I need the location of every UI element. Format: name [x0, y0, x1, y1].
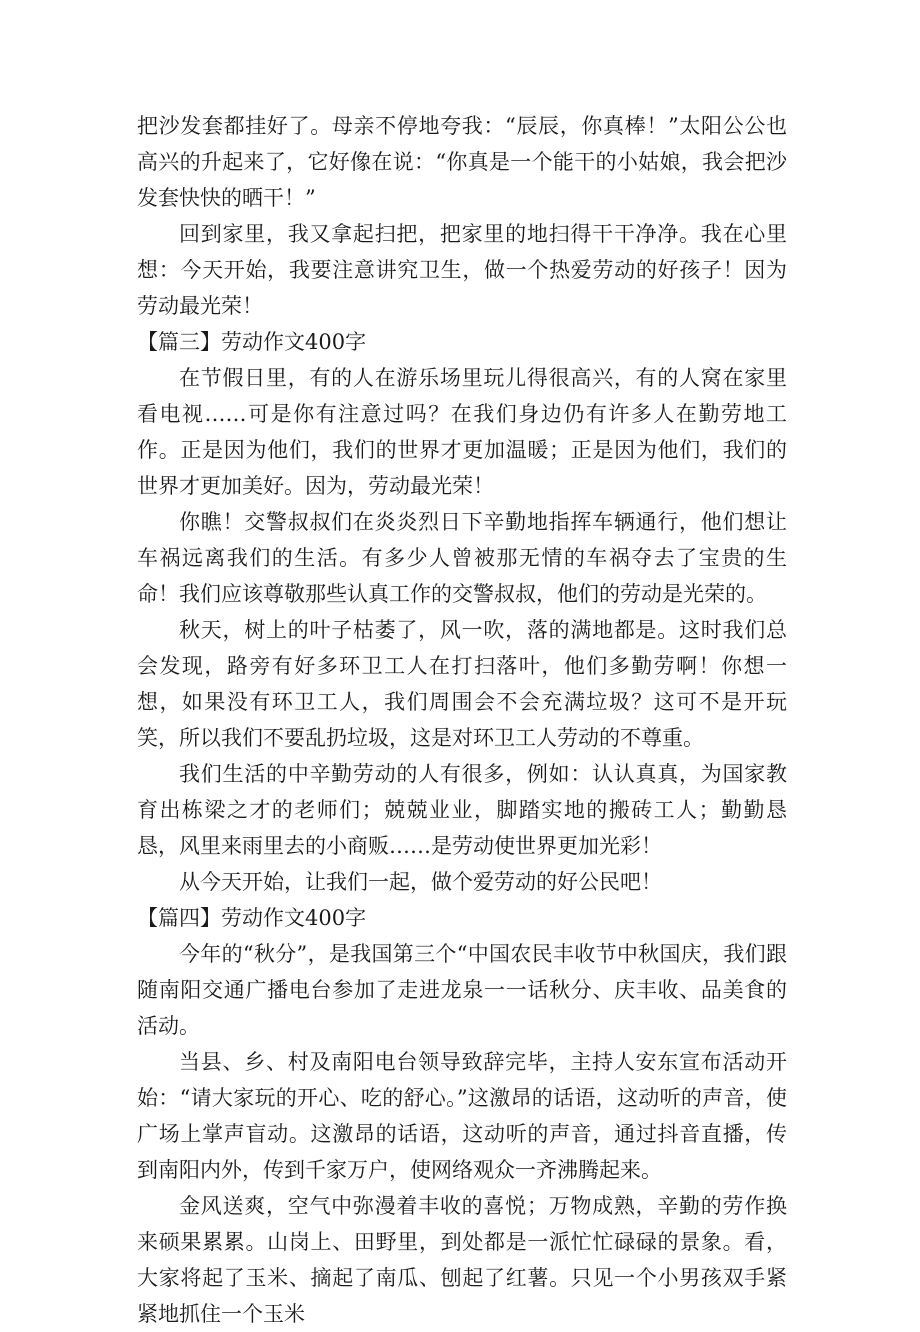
paragraph: 我们生活的中辛勤劳动的人有很多，例如：认认真真，为国家教育出栋梁之才的老师们；兢兢业业，脚踏实地的搬砖工人；勤勤恳恳，风里来雨里去的小商贩……是劳动使世界更加光彩！ — [137, 762, 787, 858]
section-heading-4: 【篇四】劳动作文400字 — [137, 906, 367, 930]
paragraph: 从今天开始，让我们一起，做个爱劳动的好公民吧！ — [179, 870, 662, 894]
article-body — [137, 108, 787, 1332]
paragraph: 你瞧！交警叔叔们在炎炎烈日下辛勤地指挥车辆通行，他们想让车祸远离我们的生活。有多少人曾被那无情的车祸夺去了宝贵的生命！我们应该尊敬那些认真工作的交警叔叔，他们的劳动是光荣的。 — [137, 510, 787, 606]
paragraph: 当县、乡、村及南阳电台领导致辞完毕，主持人安东宣布活动开始：“请大家玩的开心、吃的舒心。”这激昂的话语，这动听的声音，使广场上掌声盲动。这激昂的话语，这动听的声音，通过抖音直播，传到南阳内外，传到千家万户，使网络观众一齐沸腾起来。 — [137, 1050, 787, 1182]
paragraph: 今年的“秋分”，是我国第三个“中国农民丰收节中秋国庆，我们跟随南阳交通广播电台参加了走进龙泉一一话秋分、庆丰收、品美食的活动。 — [137, 942, 787, 1038]
paragraph-continued: 把沙发套都挂好了。母亲不停地夸我：“辰辰，你真棒！”太阳公公也高兴的升起来了，它好像在说：“你真是一个能干的小姑娘，我会把沙发套快快的晒干！” — [137, 114, 787, 210]
paragraph: 秋天，树上的叶子枯萎了，风一吹，落的满地都是。这时我们总会发现，路旁有好多环卫工人在打扫落叶，他们多勤劳啊！你想一想，如果没有环卫工人，我们周围会不会充满垃圾？这可不是开玩笑，所以我们不要乱扔垃圾，这是对环卫工人劳动的不尊重。 — [137, 618, 787, 750]
paragraph: 金风送爽，空气中弥漫着丰收的喜悦；万物成熟，辛勤的劳作换来硕果累累。山岗上、田野里，到处都是一派忙忙碌碌的景象。看，大家将起了玉米、摘起了南瓜、刨起了红薯。只见一个小男孩双手紧紧地抓住一个玉米 — [137, 1194, 787, 1326]
paragraph: 回到家里，我又拿起扫把，把家里的地扫得干干净净。我在心里想：今天开始，我要注意讲究卫生，做一个热爱劳动的好孩子！因为劳动最光荣！ — [137, 222, 787, 318]
section-heading-3: 【篇三】劳动作文400字 — [137, 330, 367, 354]
paragraph: 在节假日里，有的人在游乐场里玩儿得很高兴，有的人窝在家里看电视……可是你有注意过吗？在我们身边仍有许多人在勤劳地工作。正是因为他们，我们的世界才更加温暖；正是因为他们，我们的世界才更加美好。因为，劳动最光荣！ — [137, 366, 787, 498]
